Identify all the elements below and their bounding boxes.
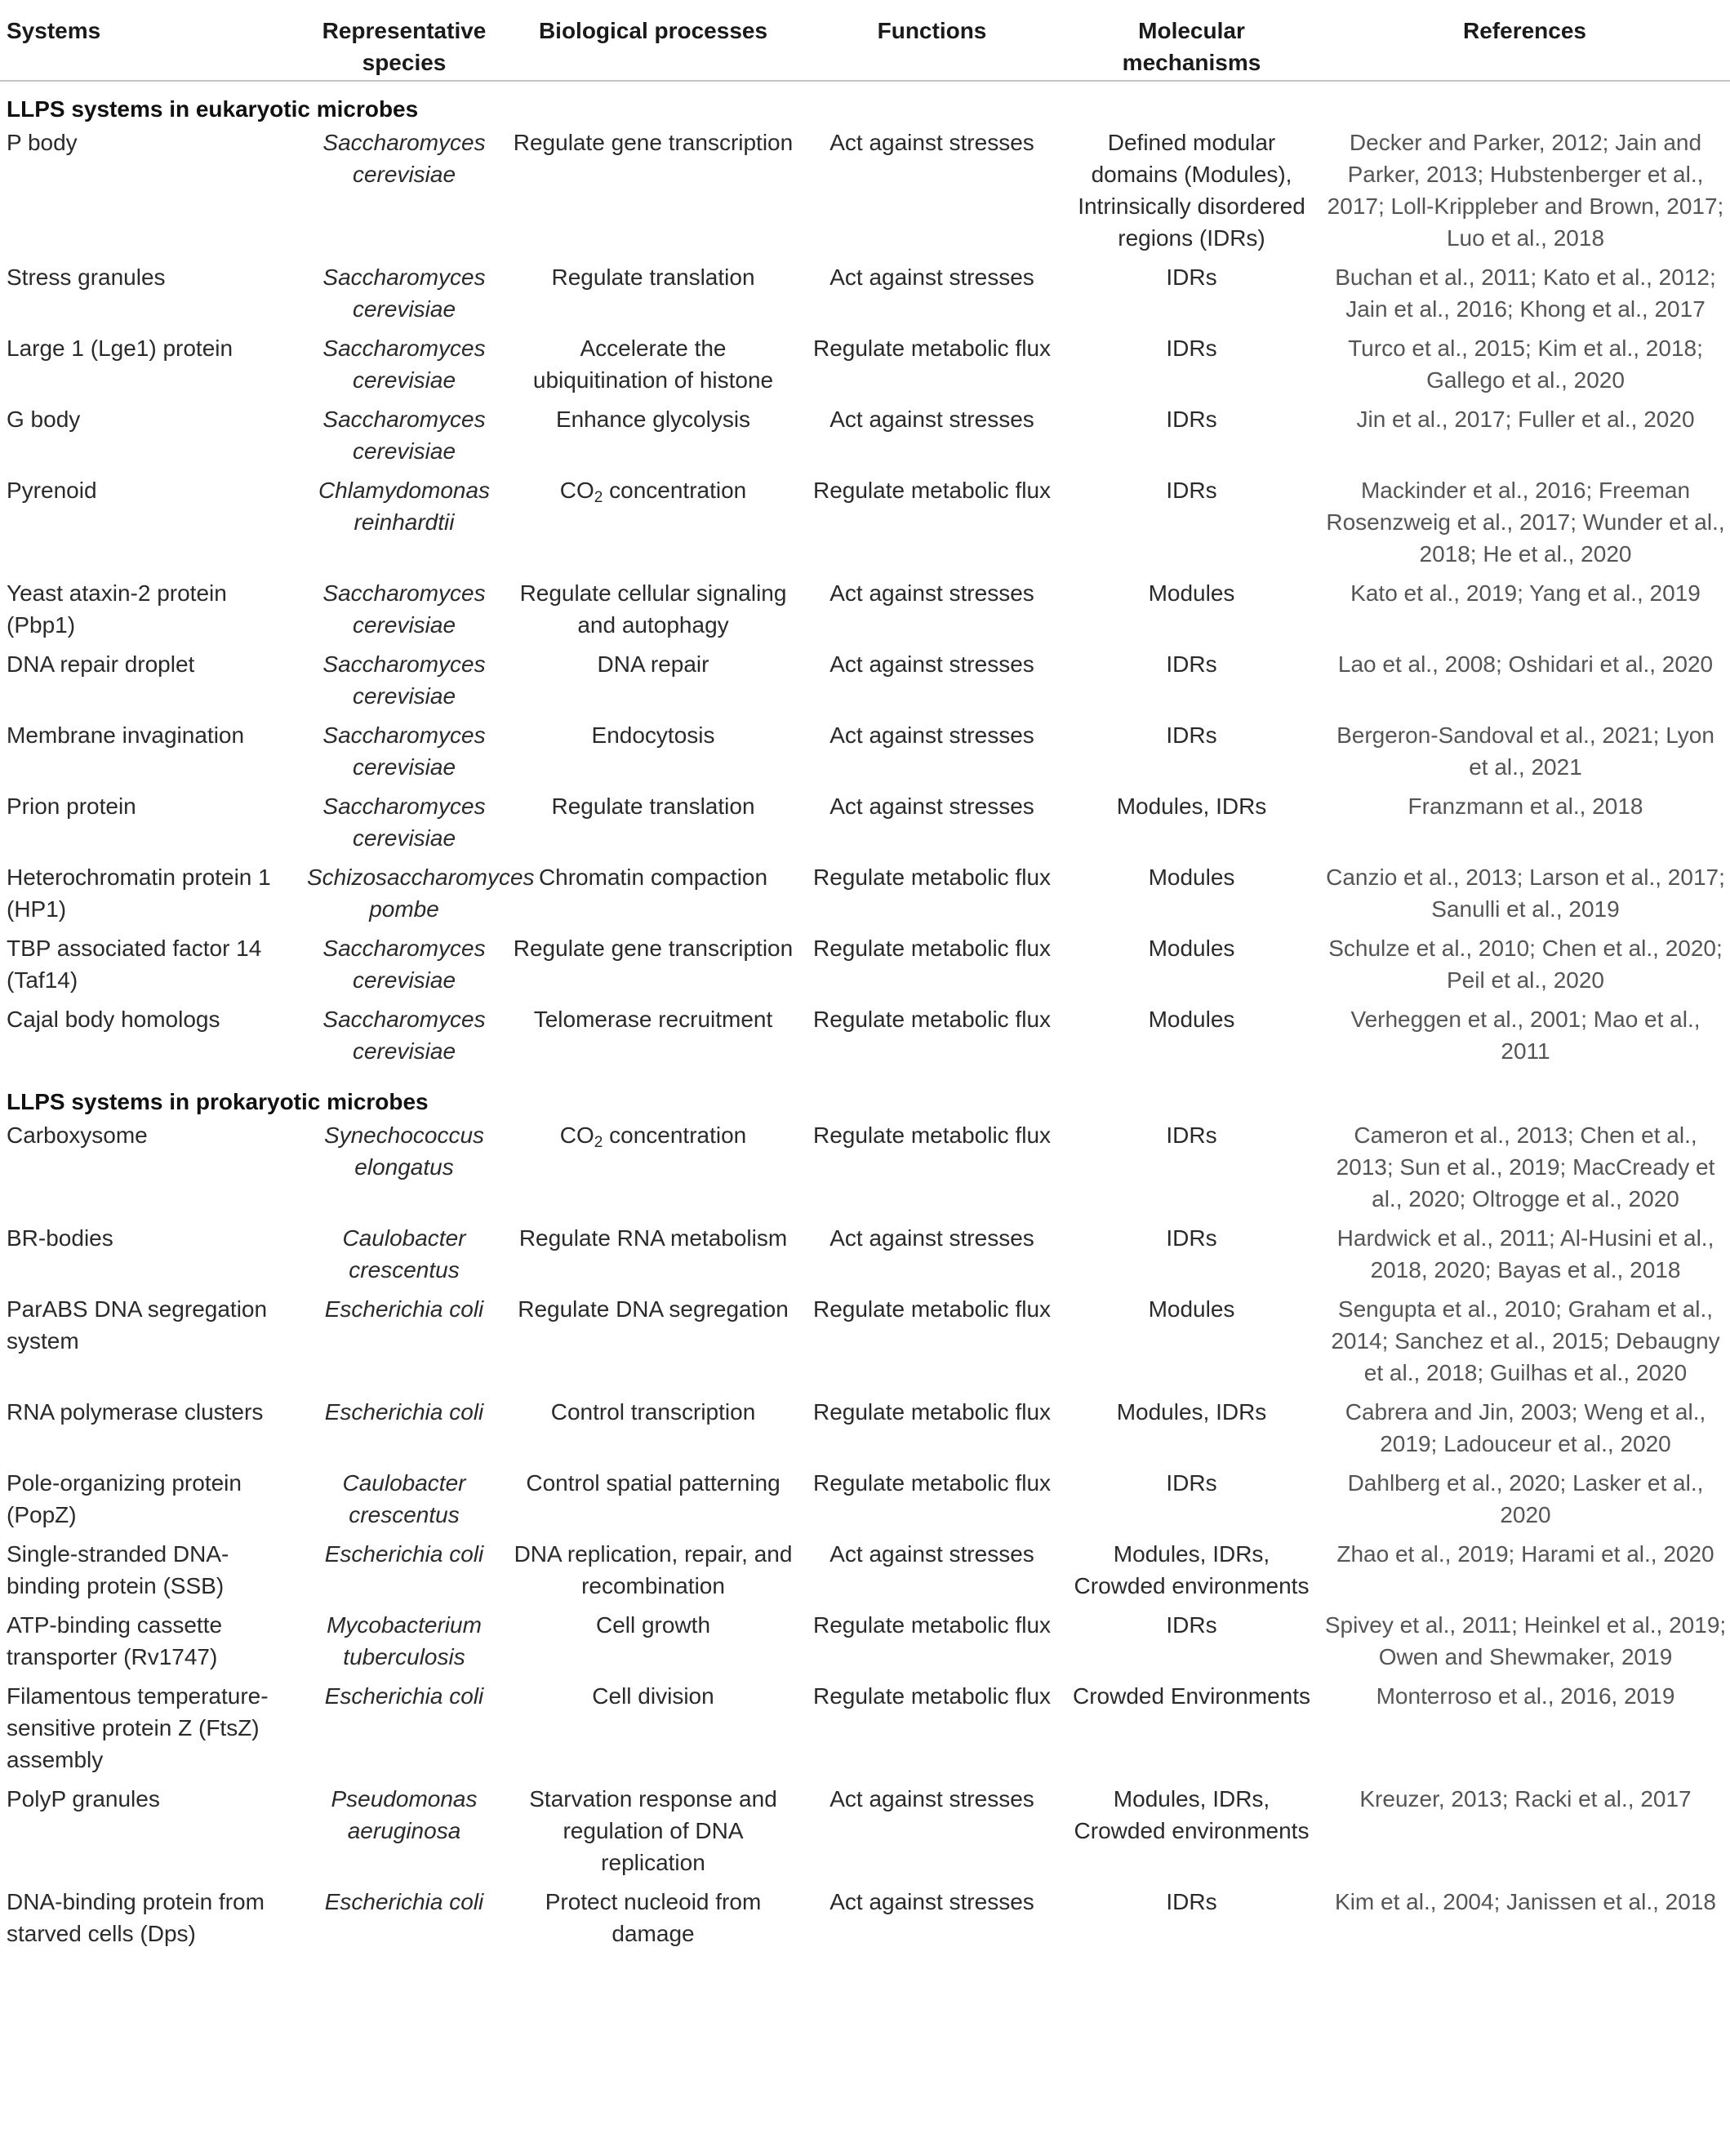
system-cell: Pole-organizing protein (PopZ) <box>7 1470 242 1527</box>
function-cell: Regulate metabolic flux <box>812 1683 1052 1709</box>
species-cell: Mycobacterium tuberculosis <box>327 1612 482 1669</box>
species-cell: Saccharomyces cerevisiae <box>322 793 486 851</box>
species-cell: Synechococcus elongatus <box>323 1122 485 1180</box>
system-cell: DNA-binding protein from starved cells (Dps) <box>7 1889 265 1946</box>
mechanism-cell: IDRs <box>1166 264 1217 290</box>
species-cell: Saccharomyces cerevisiae <box>322 264 486 322</box>
references-cell: Schulze et al., 2010; Chen et al., 2020; Peil et al., 2020 <box>1328 936 1723 993</box>
system-cell: G body <box>7 407 81 432</box>
function-cell: Regulate metabolic flux <box>812 478 1052 503</box>
mechanism-cell: IDRs <box>1166 722 1217 748</box>
function-cell: Regulate metabolic flux <box>812 936 1052 961</box>
species-cell: Saccharomyces cerevisiae <box>322 336 486 393</box>
function-cell: Regulate metabolic flux <box>812 1007 1052 1032</box>
references-cell: Kato et al., 2019; Yang et al., 2019 <box>1350 580 1701 606</box>
mechanism-cell: Modules, IDRs <box>1116 793 1267 819</box>
header-processes: Biological processes <box>506 0 800 81</box>
references-cell: Zhao et al., 2019; Harami et al., 2020 <box>1336 1541 1714 1567</box>
function-cell: Act against stresses <box>829 130 1034 155</box>
references-cell: Kim et al., 2004; Janissen et al., 2018 <box>1335 1889 1716 1914</box>
table-row <box>0 474 1730 577</box>
table-body <box>0 81 1730 1957</box>
process-cell: Chromatin compaction <box>538 865 768 890</box>
table-row <box>0 932 1730 1003</box>
references-cell: Lao et al., 2008; Oshidari et al., 2020 <box>1337 651 1714 677</box>
mechanism-cell: Defined modular domains (Modules), Intrinsically disordered regions (IDRs) <box>1078 130 1305 251</box>
process-cell <box>506 1119 800 1222</box>
table-row <box>0 1680 1730 1783</box>
species-cell: Escherichia coli <box>324 1399 484 1425</box>
references-cell: Bergeron-Sandoval et al., 2021; Lyon et al., 2021 <box>1336 722 1714 780</box>
process-cell: Regulate cellular signaling and autophagy <box>519 580 787 638</box>
process-cell: Starvation response and regulation of DNA replication <box>529 1786 777 1875</box>
function-cell: Act against stresses <box>829 407 1034 432</box>
system-cell: Filamentous temperature-sensitive protein Z (FtsZ) assembly <box>7 1683 269 1772</box>
references-cell: Cameron et al., 2013; Chen et al., 2013; Sun et al., 2019; MacCready et al., 2020; Oltrogge et al., 2020 <box>1336 1122 1715 1211</box>
header-functions: Functions <box>800 0 1064 81</box>
species-cell: Saccharomyces cerevisiae <box>322 407 486 464</box>
process-text: CO <box>559 478 594 503</box>
mechanism-cell: Modules <box>1148 936 1235 961</box>
mechanism-cell: Crowded Environments <box>1072 1683 1311 1709</box>
header-species: Representative species <box>302 0 506 81</box>
table-row <box>0 1783 1730 1886</box>
section-title: LLPS systems in eukaryotic microbes <box>7 96 419 122</box>
references-cell: Hardwick et al., 2011; Al-Husini et al., 2018, 2020; Bayas et al., 2018 <box>1336 1225 1714 1282</box>
function-cell: Regulate metabolic flux <box>812 1296 1052 1322</box>
system-cell: PolyP granules <box>7 1786 160 1811</box>
mechanism-cell: Modules <box>1148 1296 1235 1322</box>
references-cell: Spivey et al., 2011; Heinkel et al., 2019; Owen and Shewmaker, 2019 <box>1324 1612 1727 1669</box>
function-cell: Act against stresses <box>829 580 1034 606</box>
header-references: References <box>1319 0 1730 81</box>
species-cell: Saccharomyces cerevisiae <box>322 1007 486 1064</box>
mechanism-cell: IDRs <box>1166 651 1217 677</box>
system-cell: Large 1 (Lge1) protein <box>7 336 233 361</box>
function-cell: Regulate metabolic flux <box>812 1399 1052 1425</box>
system-cell: Yeast ataxin-2 protein (Pbp1) <box>7 580 227 638</box>
species-cell: Saccharomyces cerevisiae <box>322 130 486 187</box>
header-systems: Systems <box>0 0 302 81</box>
table-row <box>0 261 1730 332</box>
process-text: CO <box>559 1122 594 1148</box>
table-row <box>0 332 1730 403</box>
process-cell: Endocytosis <box>591 722 715 748</box>
process-cell: Telomerase recruitment <box>533 1007 773 1032</box>
section-title: LLPS systems in prokaryotic microbes <box>7 1089 429 1114</box>
species-cell: Escherichia coli <box>324 1683 484 1709</box>
table-row <box>0 403 1730 474</box>
species-cell: Escherichia coli <box>324 1889 484 1914</box>
system-cell: RNA polymerase clusters <box>7 1399 264 1425</box>
process-cell: Regulate translation <box>551 793 755 819</box>
process-cell: Regulate DNA segregation <box>518 1296 789 1322</box>
species-cell: Escherichia coli <box>324 1296 484 1322</box>
process-cell: Regulate gene transcription <box>513 130 794 155</box>
mechanism-cell: IDRs <box>1166 1612 1217 1638</box>
process-cell: Regulate gene transcription <box>513 936 794 961</box>
system-cell: TBP associated factor 14 (Taf14) <box>7 936 262 993</box>
process-text-tail: concentration <box>603 478 747 503</box>
species-cell: Escherichia coli <box>324 1541 484 1567</box>
system-cell: ATP-binding cassette transporter (Rv1747) <box>7 1612 223 1669</box>
function-cell: Act against stresses <box>829 1541 1034 1567</box>
table-row <box>0 1538 1730 1609</box>
system-cell: ParABS DNA segregation system <box>7 1296 268 1354</box>
function-cell: Act against stresses <box>829 1225 1034 1251</box>
references-cell: Kreuzer, 2013; Racki et al., 2017 <box>1359 1786 1692 1811</box>
mechanism-cell: IDRs <box>1166 1470 1217 1496</box>
system-cell: BR-bodies <box>7 1225 113 1251</box>
function-cell: Regulate metabolic flux <box>812 336 1052 361</box>
table-row <box>0 1222 1730 1293</box>
references-cell: Franzmann et al., 2018 <box>1408 793 1643 819</box>
species-cell: Saccharomyces cerevisiae <box>322 722 486 780</box>
table-row <box>0 1467 1730 1538</box>
species-cell: Schizosaccharomyces pombe <box>307 865 535 922</box>
system-cell: Prion protein <box>7 793 136 819</box>
process-cell: Enhance glycolysis <box>555 407 751 432</box>
table-header <box>0 0 1730 81</box>
subscript-text: 2 <box>594 489 603 506</box>
function-cell: Regulate metabolic flux <box>812 1470 1052 1496</box>
function-cell: Act against stresses <box>829 1889 1034 1914</box>
table-row <box>0 1886 1730 1957</box>
table-row <box>0 1293 1730 1396</box>
process-cell: Control transcription <box>550 1399 756 1425</box>
mechanism-cell: Modules, IDRs, Crowded environments <box>1074 1786 1310 1843</box>
species-cell: Saccharomyces cerevisiae <box>322 580 486 638</box>
species-cell: Pseudomonas aeruginosa <box>331 1786 478 1843</box>
references-cell: Turco et al., 2015; Kim et al., 2018; Gallego et al., 2020 <box>1348 336 1703 393</box>
header-row <box>0 0 1730 81</box>
subscript-text: 2 <box>594 1134 603 1151</box>
process-cell: Cell division <box>592 1683 714 1709</box>
species-cell: Caulobacter crescentus <box>342 1225 466 1282</box>
species-cell: Caulobacter crescentus <box>342 1470 466 1527</box>
references-cell: Cabrera and Jin, 2003; Weng et al., 2019; Ladouceur et al., 2020 <box>1345 1399 1706 1456</box>
species-cell: Saccharomyces cerevisiae <box>322 936 486 993</box>
mechanism-cell: IDRs <box>1166 407 1217 432</box>
species-cell: Saccharomyces cerevisiae <box>322 651 486 709</box>
system-cell: Cajal body homologs <box>7 1007 220 1032</box>
mechanism-cell: IDRs <box>1166 478 1217 503</box>
table-row <box>0 1003 1730 1074</box>
function-cell: Regulate metabolic flux <box>812 1612 1052 1638</box>
table-row <box>0 577 1730 648</box>
system-cell: Heterochromatin protein 1 (HP1) <box>7 865 271 922</box>
function-cell: Act against stresses <box>829 793 1034 819</box>
section-heading-row <box>0 1074 1730 1119</box>
mechanism-cell: IDRs <box>1166 1122 1217 1148</box>
function-cell: Act against stresses <box>829 264 1034 290</box>
process-cell: Protect nucleoid from damage <box>545 1889 762 1946</box>
references-cell: Mackinder et al., 2016; Freeman Rosenzweig et al., 2017; Wunder et al., 2018; He et al., 2020 <box>1326 478 1725 567</box>
function-cell: Act against stresses <box>829 1786 1034 1811</box>
references-cell: Decker and Parker, 2012; Jain and Parker, 2013; Hubstenberger et al., 2017; Loll-Krippleber and Brown, 2017; Luo et al., 2018 <box>1327 130 1724 251</box>
mechanism-cell: IDRs <box>1166 336 1217 361</box>
system-cell: Stress granules <box>7 264 166 290</box>
references-cell: Sengupta et al., 2010; Graham et al., 2014; Sanchez et al., 2015; Debaugny et al., 2018; Guilhas et al., 2020 <box>1331 1296 1720 1385</box>
table-row <box>0 1609 1730 1680</box>
mechanism-cell: Modules, IDRs <box>1116 1399 1267 1425</box>
table-row <box>0 1119 1730 1222</box>
process-cell: Accelerate the ubiquitination of histone <box>532 336 774 393</box>
process-text-tail: concentration <box>603 1122 747 1148</box>
header-mechanisms: Molecular mechanisms <box>1064 0 1319 81</box>
table-row <box>0 861 1730 932</box>
process-cell: Regulate translation <box>551 264 755 290</box>
mechanism-cell: IDRs <box>1166 1225 1217 1251</box>
mechanism-cell: IDRs <box>1166 1889 1217 1914</box>
mechanism-cell: Modules <box>1148 1007 1235 1032</box>
system-cell: Membrane invagination <box>7 722 245 748</box>
system-cell: DNA repair droplet <box>7 651 195 677</box>
references-cell: Canzio et al., 2013; Larson et al., 2017; Sanulli et al., 2019 <box>1326 865 1725 922</box>
references-cell: Dahlberg et al., 2020; Lasker et al., 2020 <box>1347 1470 1704 1527</box>
function-cell: Regulate metabolic flux <box>812 865 1052 890</box>
system-cell: Pyrenoid <box>7 478 97 503</box>
table-row <box>0 719 1730 790</box>
references-cell: Monterroso et al., 2016, 2019 <box>1376 1683 1675 1709</box>
table-row <box>0 790 1730 861</box>
mechanism-cell: Modules, IDRs, Crowded environments <box>1074 1541 1310 1598</box>
process-cell: Control spatial patterning <box>526 1470 781 1496</box>
process-cell: Regulate RNA metabolism <box>518 1225 788 1251</box>
system-cell: Carboxysome <box>7 1122 148 1148</box>
species-cell: Chlamydomonas reinhardtii <box>318 478 491 535</box>
table-row <box>0 127 1730 261</box>
system-cell: Single-stranded DNA-binding protein (SSB) <box>7 1541 229 1598</box>
references-cell: Buchan et al., 2011; Kato et al., 2012; Jain et al., 2016; Khong et al., 2017 <box>1335 264 1716 322</box>
mechanism-cell: Modules <box>1148 580 1235 606</box>
table-row <box>0 1396 1730 1467</box>
mechanism-cell: Modules <box>1148 865 1235 890</box>
process-cell: Cell growth <box>595 1612 711 1638</box>
references-cell: Verheggen et al., 2001; Mao et al., 2011 <box>1350 1007 1701 1064</box>
function-cell: Act against stresses <box>829 722 1034 748</box>
table-row <box>0 648 1730 719</box>
system-cell: P body <box>7 130 78 155</box>
function-cell: Act against stresses <box>829 651 1034 677</box>
references-cell: Jin et al., 2017; Fuller et al., 2020 <box>1356 407 1695 432</box>
process-cell: DNA repair <box>597 651 709 677</box>
function-cell: Regulate metabolic flux <box>812 1122 1052 1148</box>
section-heading-row <box>0 81 1730 127</box>
process-cell <box>506 474 800 577</box>
process-cell: DNA replication, repair, and recombination <box>514 1541 793 1598</box>
